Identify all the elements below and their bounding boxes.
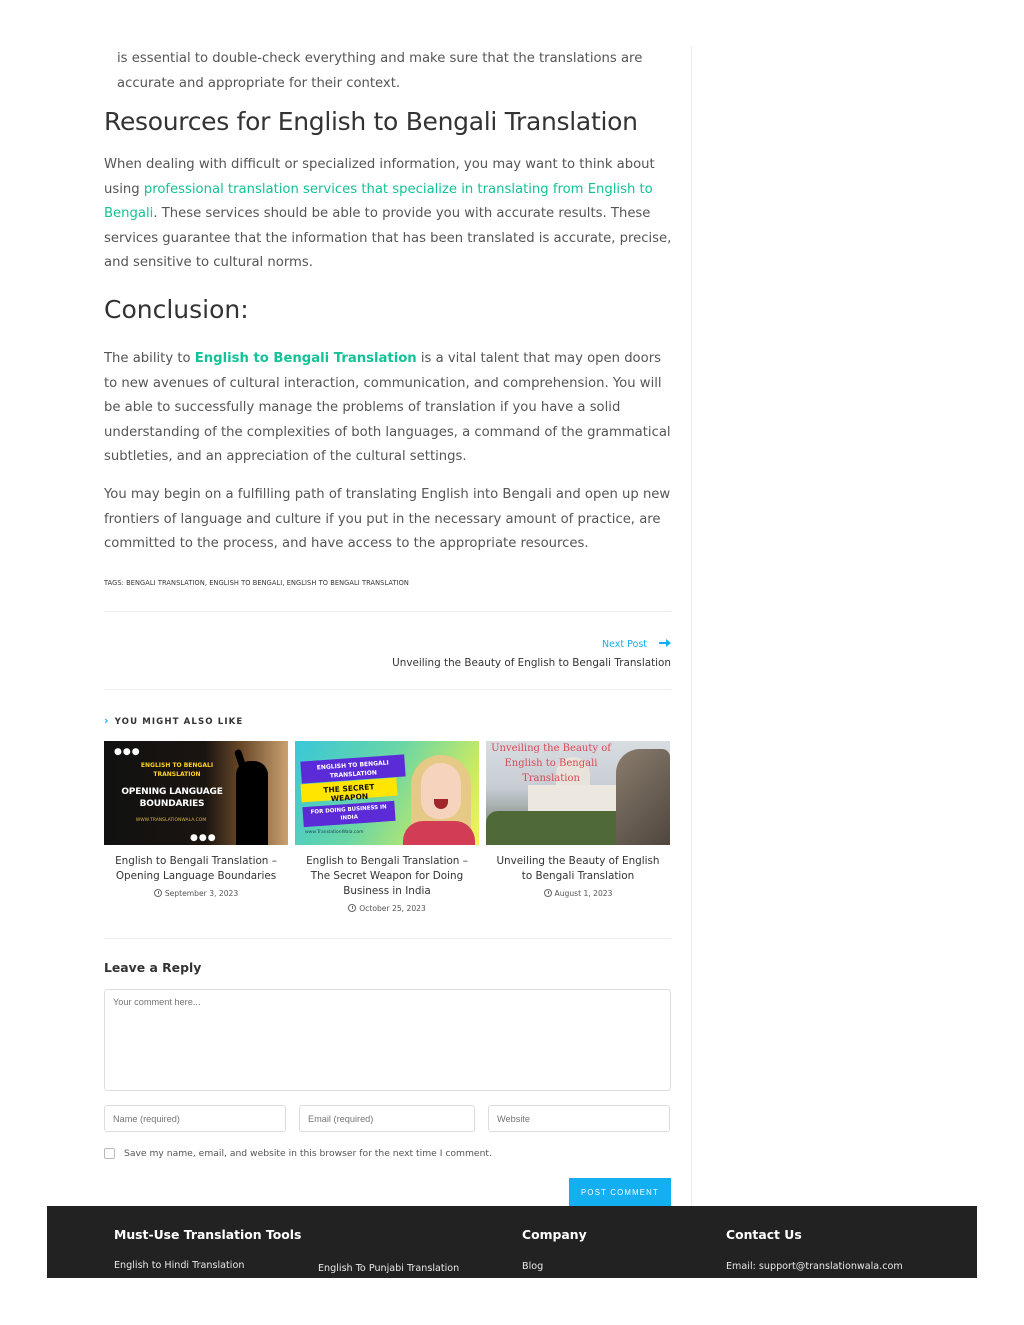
footer-company-heading: Company bbox=[522, 1227, 587, 1242]
lion-statue bbox=[616, 749, 670, 845]
footer-contact-heading: Contact Us bbox=[726, 1227, 802, 1242]
next-post-link[interactable] bbox=[392, 632, 671, 669]
article-lead-paragraph: is essential to double-check everything and make sure that the translations are accurate and appropriate for their context. bbox=[117, 51, 643, 91]
conclusion-text-before: The ability to bbox=[104, 351, 195, 366]
tag-link[interactable]: ENGLISH TO BENGALI bbox=[209, 579, 283, 587]
thumbnail-url: WWW.TRANSLATIONWALA.COM bbox=[135, 818, 207, 823]
related-post-thumbnail[interactable] bbox=[104, 741, 288, 845]
english-to-bengali-link[interactable]: English to Bengali Translation bbox=[194, 351, 417, 366]
footer-link-blog[interactable]: Blog bbox=[522, 1261, 544, 1272]
related-post-title[interactable]: English to Bengali Translation – Opening Language Boundaries bbox=[115, 855, 277, 882]
person-silhouette bbox=[236, 761, 268, 845]
save-info-label: Save my name, email, and website in this browser for the next time I comment. bbox=[124, 1148, 492, 1159]
tag-link[interactable]: ENGLISH TO BENGALI TRANSLATION bbox=[286, 579, 409, 587]
leave-reply-heading: Leave a Reply bbox=[104, 960, 202, 975]
dots-decoration: ●●● bbox=[114, 747, 141, 757]
related-post-date bbox=[486, 889, 670, 898]
conclusion-text-after: is a vital talent that may open doors to new avenues of cultural interaction, communication, and comprehension. You will be able to successfully manage the problems of translation if you have a solid understanding of the complexities of both languages, a command of the grammatical subtleties, and an appreciation of the cultural settings. bbox=[104, 351, 671, 465]
woman-face bbox=[421, 763, 461, 819]
site-footer bbox=[47, 1206, 977, 1278]
post-comment-button[interactable]: POST COMMENT bbox=[569, 1178, 671, 1206]
related-post-title[interactable]: English to Bengali Translation – The Secret Weapon for Doing Business in India bbox=[306, 855, 468, 897]
dots-decoration: ●●● bbox=[190, 833, 217, 843]
related-post-card bbox=[295, 741, 479, 913]
related-post-card bbox=[104, 741, 288, 898]
comment-textarea[interactable] bbox=[104, 989, 671, 1091]
thumbnail-url: www.TranslationWala.com bbox=[305, 830, 364, 835]
professional-services-link[interactable]: professional translation services that specialize in translating from English to Bengali bbox=[104, 181, 653, 222]
related-posts-heading bbox=[104, 714, 243, 727]
divider bbox=[104, 689, 671, 690]
name-input[interactable] bbox=[104, 1105, 286, 1132]
next-post-label: Next Post bbox=[601, 639, 647, 650]
arrow-right-icon bbox=[659, 639, 671, 647]
tag-separator: , bbox=[282, 579, 287, 587]
footer-link-punjabi[interactable]: English To Punjabi Translation bbox=[318, 1263, 460, 1274]
related-post-date bbox=[104, 889, 288, 898]
conclusion-paragraph-2: You may begin on a fulfilling path of translating English into Bengali and open up new frontiers of language and culture if you put in the necessary amount of practice, are committed to the process, and have access to the appropriate resources. bbox=[104, 487, 671, 552]
chevron-right-icon: › bbox=[104, 714, 110, 727]
next-post-title: Unveiling the Beauty of English to Bengali Translation bbox=[392, 657, 671, 669]
date-text: October 25, 2023 bbox=[359, 904, 426, 913]
date-text: August 1, 2023 bbox=[554, 889, 613, 898]
save-info-row[interactable] bbox=[104, 1148, 492, 1159]
thumbnail-headline: THE SECRET WEAPON bbox=[300, 778, 397, 803]
thumbnail-caption: ENGLISH TO BENGALI TRANSLATION bbox=[300, 754, 405, 783]
save-info-checkbox[interactable] bbox=[104, 1148, 115, 1159]
resources-paragraph bbox=[104, 153, 672, 276]
resources-heading: Resources for English to Bengali Translation bbox=[104, 107, 638, 136]
related-post-date bbox=[295, 904, 479, 913]
conclusion-heading: Conclusion: bbox=[104, 295, 249, 324]
footer-contact-email[interactable]: Email: support@translationwala.com bbox=[726, 1261, 903, 1272]
thumbnail-subtitle: FOR DOING BUSINESS IN INDIA bbox=[302, 801, 395, 827]
woman-illustration bbox=[403, 821, 475, 845]
related-post-thumbnail[interactable] bbox=[486, 741, 670, 845]
sidebar-divider bbox=[691, 46, 692, 1206]
tag-link[interactable]: BENGALI TRANSLATION bbox=[126, 579, 205, 587]
divider bbox=[104, 938, 671, 939]
related-heading-text: YOU MIGHT ALSO LIKE bbox=[114, 717, 244, 727]
thumbnail-overlay-text: Unveiling the Beauty of English to Bengali Translation bbox=[491, 743, 611, 784]
related-post-title[interactable]: Unveiling the Beauty of English to Bengali Translation bbox=[496, 855, 660, 882]
post-tags bbox=[104, 579, 409, 587]
footer-link-hindi[interactable]: English to Hindi Translation bbox=[114, 1260, 245, 1271]
conclusion-paragraph-1 bbox=[104, 347, 672, 470]
resources-text-after: . These services should be able to provide you with accurate results. These services guarantee that the information that has been translated is accurate, precise, and sensitive to cultural norms. bbox=[104, 206, 672, 271]
clock-icon bbox=[154, 889, 162, 897]
related-post-card bbox=[486, 741, 670, 898]
date-text: September 3, 2023 bbox=[164, 889, 239, 898]
tag-separator: , bbox=[204, 579, 210, 587]
resources-text-before: When dealing with difficult or specialized information, you may want to think about using bbox=[104, 157, 655, 197]
tags-label: TAGS: bbox=[104, 579, 127, 587]
clock-icon bbox=[348, 904, 356, 912]
thumbnail-caption: ENGLISH TO BENGALI TRANSLATION bbox=[140, 762, 214, 778]
email-input[interactable] bbox=[299, 1105, 475, 1132]
footer-tools-heading: Must-Use Translation Tools bbox=[114, 1227, 302, 1242]
clock-icon bbox=[544, 889, 552, 897]
related-post-thumbnail[interactable] bbox=[295, 741, 479, 845]
website-input[interactable] bbox=[488, 1105, 670, 1132]
thumbnail-headline: OPENING LANGUAGE BOUNDARIES bbox=[121, 787, 223, 809]
divider bbox=[104, 611, 671, 612]
